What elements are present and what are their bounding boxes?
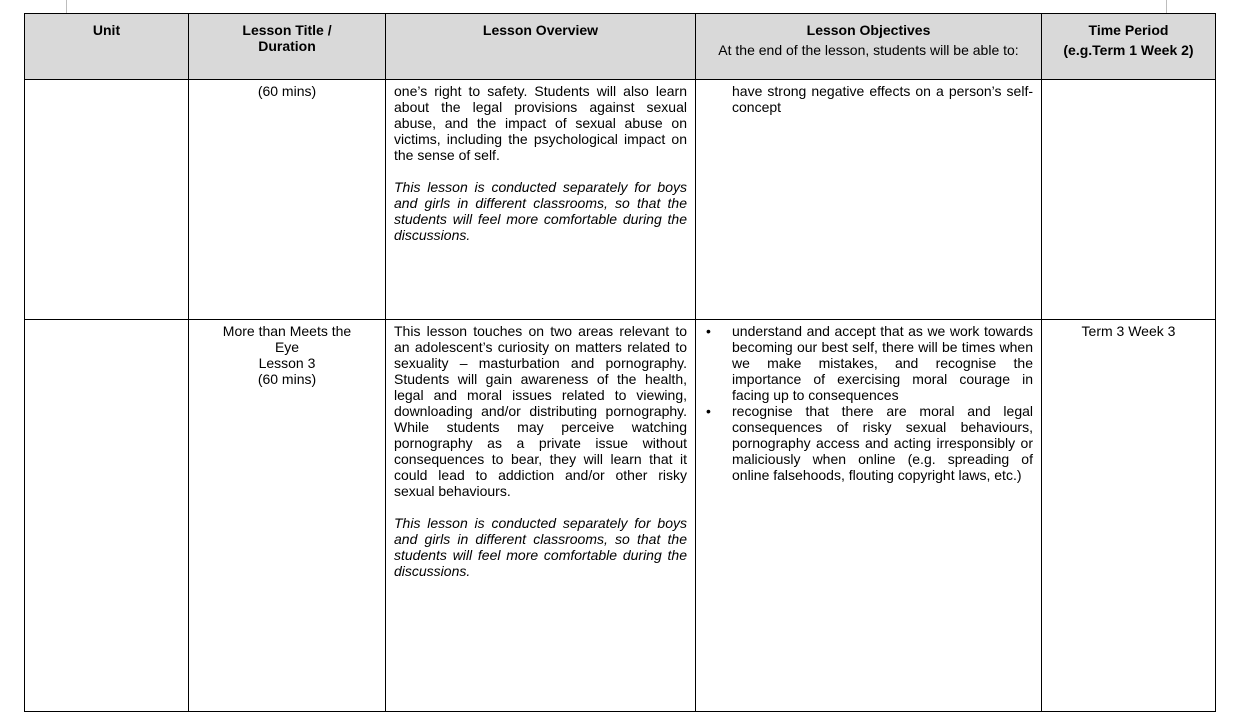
lesson-duration: (60 mins) <box>257 371 317 387</box>
objective-item: • understand and accept that as we work towards becoming our best self, there will be times when we make mistakes, and recognise the importance of exercising moral courage in facing up to consequences <box>704 323 1033 403</box>
overview-paragraph: one’s right to safety. Students will also learn about the legal provisions against sexual abuse, and the impact of sexual abuse on victims, including the psychological impact on the sense of self. <box>394 83 687 163</box>
overview-paragraph: This lesson touches on two areas relevant to an adolescent’s curiosity on matters related to sexuality – masturbation and pornography. Students will gain awareness of the health, legal and moral issues related to viewing, downloading and/or distributing pornography. While students may perceive watching pornography as a private issue without consequences to bear, they will learn that it could lead to addiction and/or other risky sexual behaviours. <box>394 323 687 499</box>
cell-time-period <box>1042 80 1216 320</box>
header-overview-label: Lesson Overview <box>482 22 599 38</box>
overview-note: This lesson is conducted separately for boys and girls in different classrooms, so that the students will feel more comfortable during the discussions. <box>394 179 687 243</box>
header-objectives-label: Lesson Objectives <box>806 22 931 38</box>
cell-time-period: Term 3 Week 3 <box>1042 320 1216 712</box>
objectives-list <box>704 83 1033 115</box>
header-unit <box>25 14 189 80</box>
header-time-period-label: Time Period <box>1088 22 1169 38</box>
cell-objectives <box>696 320 1042 712</box>
header-objectives <box>696 14 1042 80</box>
lesson-title-line: More than Meets the <box>222 323 352 339</box>
objective-item: • recognise that there are moral and legal consequences of risky sexual behaviours, pornography access and acting irresponsibly or maliciously when online (e.g. spreading of online falsehoods, flouting copyright laws, etc.) <box>704 403 1033 483</box>
table-row <box>25 320 1216 712</box>
header-lesson-title <box>189 14 386 80</box>
objective-item: have strong negative effects on a person’s self-concept <box>732 83 1033 115</box>
lesson-plan-table <box>24 13 1216 712</box>
table-header-row <box>25 14 1216 80</box>
cell-overview <box>386 320 696 712</box>
header-time-period <box>1042 14 1216 80</box>
cell-lesson-title <box>189 80 386 320</box>
cell-unit <box>25 80 189 320</box>
cell-lesson-title <box>189 320 386 712</box>
lesson-title-line: (60 mins) <box>257 83 317 99</box>
header-overview <box>386 14 696 80</box>
header-objectives-subtitle: At the end of the lesson, students will be able to: <box>718 42 1019 58</box>
header-time-period-example: (e.g.Term 1 Week 2) <box>1063 42 1194 58</box>
table-row <box>25 80 1216 320</box>
header-lesson-title-line2: Duration <box>258 38 316 54</box>
cell-objectives <box>696 80 1042 320</box>
cell-overview <box>386 80 696 320</box>
lesson-number: Lesson 3 <box>258 355 316 371</box>
objectives-list <box>704 323 1033 483</box>
cell-unit <box>25 320 189 712</box>
overview-note: This lesson is conducted separately for boys and girls in different classrooms, so that the students will feel more comfortable during the discussions. <box>394 515 687 579</box>
lesson-title-line: Eye <box>274 339 300 355</box>
header-unit-label: Unit <box>92 22 121 38</box>
header-lesson-title-line1: Lesson Title / <box>242 22 332 38</box>
